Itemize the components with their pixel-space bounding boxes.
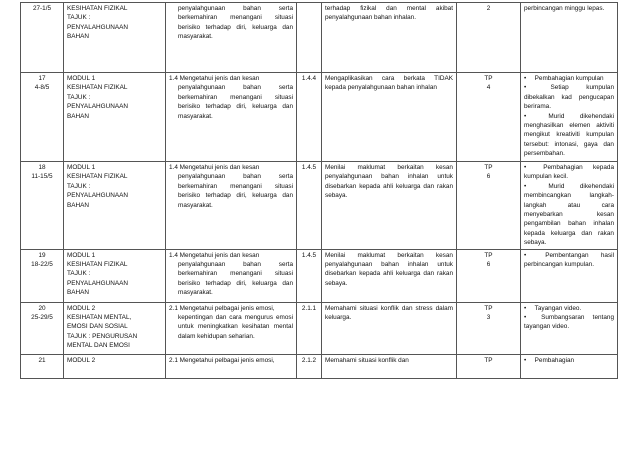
standard-cell: [166, 302, 297, 354]
performance-level: TP 4: [457, 73, 521, 162]
standard-body: kepentingan dan cara mengurus emosi untuk meningkatkan kesihatan mental dalam kehidupan seharian.: [178, 314, 293, 340]
unit-cell: [64, 73, 166, 162]
learning-standard-code: [297, 3, 322, 73]
week-cell: 21: [21, 354, 64, 378]
notes-cell: [521, 249, 618, 302]
standard-cell: [166, 73, 297, 162]
unit-line: KESIHATAN FIZIKAL: [67, 173, 128, 181]
unit-line: PENYALAHGUNAAN: [67, 279, 128, 287]
unit-line: KESIHATAN MENTAL,: [67, 314, 132, 322]
learning-standard-text: Memahami situasi konflik dan: [322, 354, 457, 378]
unit-line: TAJUK :: [67, 182, 91, 190]
performance-level: TP 6: [457, 162, 521, 250]
standard-heading: 1.4 Mengetahui jenis dan kesan: [169, 251, 260, 259]
performance-level: TP: [457, 354, 521, 378]
unit-line: KESIHATAN FIZIKAL: [67, 84, 128, 92]
unit-line: TAJUK : PENGURUSAN: [67, 332, 138, 340]
unit-line: BAHAN: [67, 201, 90, 209]
unit-line: MODUL 2: [67, 304, 96, 312]
unit-line: PENYALAHGUNAAN: [67, 192, 128, 200]
unit-line: MODUL 1: [67, 251, 96, 259]
unit-line: TAJUK :: [67, 14, 91, 22]
standard-cell: [166, 354, 297, 378]
note-item: • Murid dikehendaki membincangkan langkah-langkah atau cara menyebarkan kesan pengambilan bahan inhalan kepada keluarga dan rakan sebaya.: [524, 182, 616, 247]
week-cell: 19 18-22/5: [21, 249, 64, 302]
learning-standard-code: 1.4.5: [297, 162, 322, 250]
unit-cell: [64, 162, 166, 250]
standard-body: penyalahgunaan bahan serta berkemahiran menangani situasi berisiko terhadap diri, keluarga dan masyarakat.: [178, 173, 293, 209]
note-item: • Pembahagian kepada kumpulan kecil.: [524, 164, 616, 181]
performance-level: TP 6: [457, 249, 521, 302]
table-row: [21, 302, 618, 354]
unit-line: MODUL 2: [67, 356, 96, 364]
unit-line: KESIHATAN FIZIKAL: [67, 5, 128, 12]
standard-heading: 2.1 Mengetahui pelbagai jenis emosi,: [169, 356, 275, 364]
unit-line: EMOSI DAN SOSIAL: [67, 323, 128, 331]
table-row: [21, 249, 618, 302]
note-item: • Setiap kumpulan dibekalkan kad pengucapan berirama.: [524, 84, 616, 111]
note-item: perbincangan minggu lepas.: [524, 5, 605, 12]
unit-cell: [64, 3, 166, 73]
unit-line: TAJUK :: [67, 270, 91, 278]
unit-line: MODUL 1: [67, 164, 96, 171]
performance-level: TP 3: [457, 302, 521, 354]
unit-line: BAHAN: [67, 112, 90, 120]
notes-cell: [521, 302, 618, 354]
learning-standard-code: 1.4.5: [297, 249, 322, 302]
week-cell: 27-1/5: [21, 3, 64, 73]
unit-line: BAHAN: [67, 289, 90, 297]
standard-body: penyalahgunaan bahan serta berkemahiran menangani situasi berisiko terhadap diri, keluarga dan masyarakat.: [178, 5, 293, 41]
unit-line: MODUL 1: [67, 75, 96, 82]
standard-body: penyalahgunaan bahan serta berkemahiran menangani situasi berisiko terhadap diri, keluarga dan masyarakat.: [178, 261, 293, 297]
standard-cell: [166, 3, 297, 73]
unit-line: PENYALAHGUNAAN: [67, 103, 128, 111]
learning-standard-text: Memahami situasi konflik dan stress dalam keluarga.: [322, 302, 457, 354]
note-item: • Pembahagian: [524, 356, 575, 364]
note-item: • Sumbangsaran tentang tayangan video.: [524, 314, 616, 331]
standard-heading: 1.4 Mengetahui jenis dan kesan: [169, 75, 260, 82]
learning-standard-text: terhadap fizikal dan mental akibat penyalahgunaan bahan inhalan.: [322, 3, 457, 73]
standard-cell: [166, 162, 297, 250]
table-row: [21, 354, 618, 378]
notes-cell: [521, 354, 618, 378]
note-item: • Tayangan video.: [524, 304, 582, 312]
notes-cell: [521, 3, 618, 73]
notes-cell: [521, 73, 618, 162]
unit-line: PENYALAHGUNAAN: [67, 23, 128, 31]
table-row: [21, 162, 618, 250]
week-cell: 20 25-29/5: [21, 302, 64, 354]
learning-standard-code: 2.1.2: [297, 354, 322, 378]
standard-cell: [166, 249, 297, 302]
unit-line: TAJUK :: [67, 93, 91, 101]
learning-standard-code: 2.1.1: [297, 302, 322, 354]
learning-standard-text: Menilai maklumat berkaitan kesan penyalahgunaan bahan inhalan untuk disebarkan kepada ahli keluarga dan rakan sebaya.: [322, 162, 457, 250]
lesson-plan-table: [20, 2, 618, 379]
note-item: • Pembentangan hasil perbincangan kumpulan.: [524, 251, 616, 269]
table-row: [21, 3, 618, 73]
standard-heading: 1.4 Mengetahui jenis dan kesan: [169, 164, 260, 171]
unit-line: MENTAL DAN EMOSI: [67, 342, 130, 350]
unit-cell: [64, 249, 166, 302]
standard-body: penyalahgunaan bahan serta berkemahiran menangani situasi berisiko terhadap diri, keluarga dan masyarakat.: [178, 84, 293, 120]
note-item: • Pembahagian kumpulan: [524, 75, 604, 82]
performance-level: 2: [457, 3, 521, 73]
learning-standard-code: 1.4.4: [297, 73, 322, 162]
unit-line: KESIHATAN FIZIKAL: [67, 261, 128, 269]
unit-line: BAHAN: [67, 33, 90, 41]
week-cell: 17 4-8/5: [21, 73, 64, 162]
learning-standard-text: Menilai maklumat berkaitan kesan penyalahgunaan bahan inhalan untuk disebarkan kepada ahli keluarga dan rakan sebaya.: [322, 249, 457, 302]
table-row: [21, 73, 618, 162]
standard-heading: 2.1 Mengetahui pelbagai jenis emosi,: [169, 304, 275, 312]
note-item: • Murid dikehendaki menghasilkan elemen aktiviti mengikut kreativiti kumpulan tersebut: intonasi, gaya dan persembahan.: [524, 112, 616, 158]
unit-cell: [64, 354, 166, 378]
week-cell: 18 11-15/5: [21, 162, 64, 250]
notes-cell: [521, 162, 618, 250]
unit-cell: [64, 302, 166, 354]
learning-standard-text: Mengaplikasikan cara berkata TIDAK kepada penyalahgunaan bahan inhalan: [322, 73, 457, 162]
table-body: [21, 3, 618, 379]
